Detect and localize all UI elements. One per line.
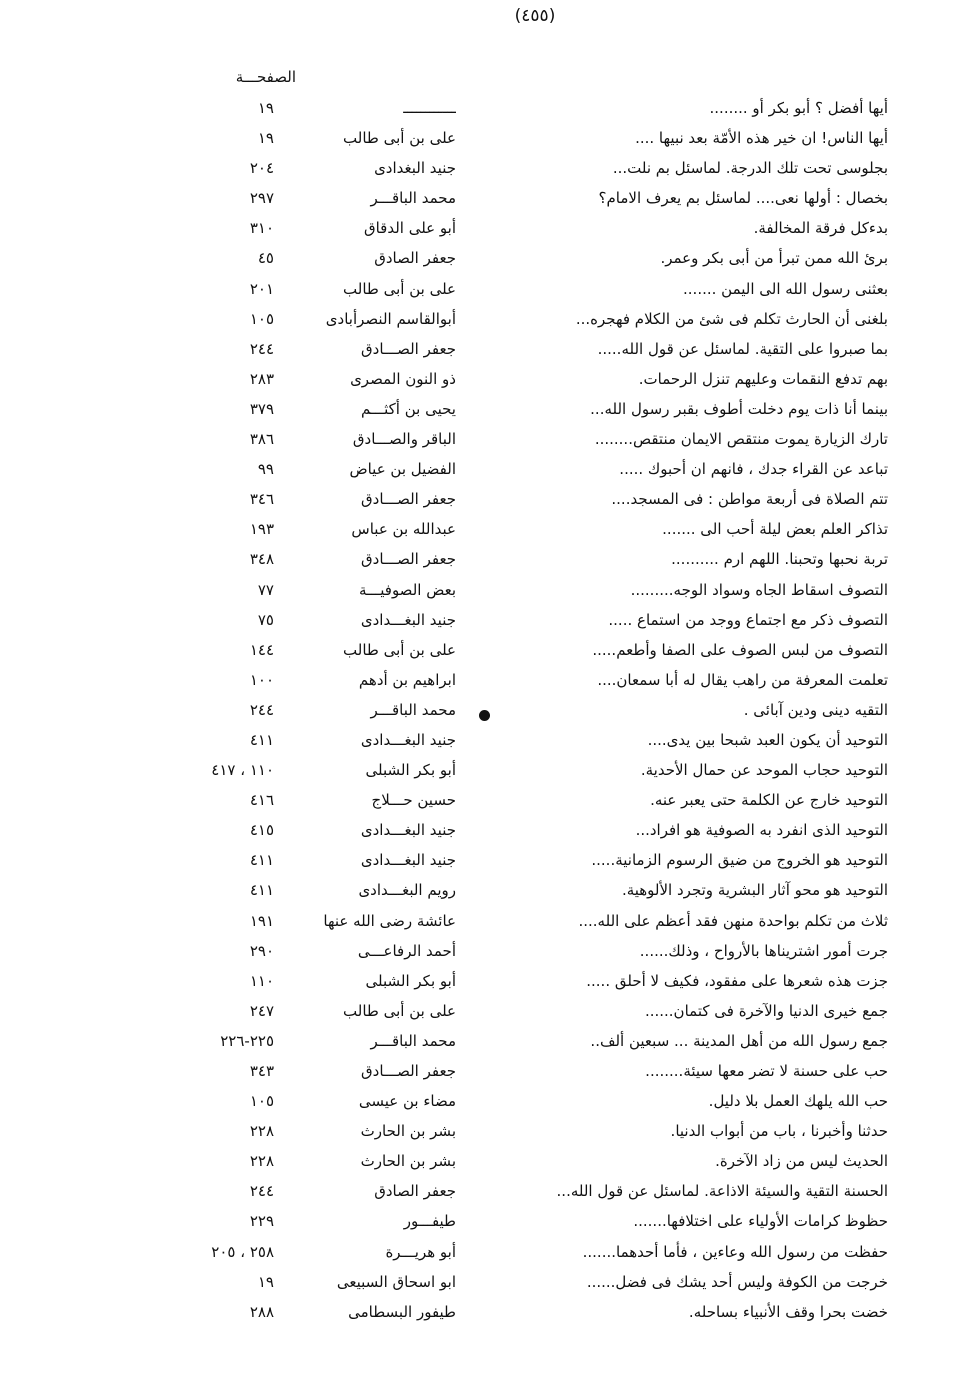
index-row [0, 1206, 954, 1236]
author-name: طيفور البسطامى [348, 1302, 456, 1321]
author-name: ابراهيم بن أدهم [358, 670, 456, 689]
quote-text: الحديث ليس من زاد الآخرة. [715, 1152, 888, 1171]
quote-text: بلغنى أن الحارث تكلم فى شئ من الكلام فهجره... [575, 309, 888, 328]
index-row [0, 153, 954, 183]
quote-text: تربة نحبها وتحبنا. اللهم ارم .......... [671, 550, 888, 569]
quote-text: التقيه دينى ودين آبائى . [743, 700, 888, 719]
index-row [0, 394, 954, 424]
index-table [0, 93, 954, 1327]
quote-text: التوحيد الذى انفرد به الصوفية هو افراد... [635, 821, 888, 840]
author-name: أبو بكر الشبلى [365, 971, 456, 990]
author-name: جعفر الصـــادق [361, 550, 456, 569]
quote-text: حدثنا وأخبرنا ، باب من أبواب الدنيا. [670, 1122, 888, 1141]
index-row [0, 725, 954, 755]
page-ref: ٢٨٣ [249, 369, 274, 388]
author-name: على بن أبى طالب [343, 279, 456, 298]
author-name: الباقر والصـــادق [352, 430, 456, 449]
page-ref: ١١٠ [249, 971, 274, 990]
author-name: جعفر الصادق [374, 249, 456, 268]
quote-text: ثلاث من تكلم بواحدة منهن فقد أعظم على الله.... [578, 911, 888, 930]
quote-text: جمع خيرى الدنيا والآخرة فى كتمان...... [644, 1001, 888, 1020]
quote-text: حظوظ كرامات الأولياء على اختلافها....... [633, 1212, 888, 1231]
index-row [0, 1176, 954, 1206]
page-ref: ٢٠٤ [249, 159, 274, 178]
index-row [0, 334, 954, 364]
quote-text: بما صبروا على التقية. لماسئل عن قول الله..... [597, 339, 888, 358]
author-name: محمد الباقـــر [370, 189, 456, 208]
author-name: حسين حـــلاج [371, 791, 456, 810]
quote-text: التوحيد خارج عن الكلمة حتى يعبر عنه. [650, 791, 888, 810]
page-ref: ٧٥ [257, 610, 274, 629]
index-row [0, 424, 954, 454]
page-ref: ٢٢٩ [249, 1212, 274, 1231]
page-ref: ٢٢٨ [249, 1152, 274, 1171]
author-name: جعفر الصـــادق [361, 339, 456, 358]
page-ref: ٩٩ [257, 460, 274, 479]
page-ref: ٢٤٧ [249, 1001, 274, 1020]
index-row [0, 906, 954, 936]
quote-text: أيها الناس! ان خير هذه الأمّة بعد نبيها .... [635, 129, 888, 148]
page-ref: ٢٤٤ [249, 1182, 274, 1201]
quote-text: خرجت من الكوفة وليس أحد يشك فى فضل...... [586, 1272, 888, 1291]
index-row [0, 755, 954, 785]
index-row [0, 996, 954, 1026]
page-ref: ٢٩٧ [249, 189, 274, 208]
page-ref: ١٠٥ [249, 1092, 274, 1111]
index-row [0, 1026, 954, 1056]
page-ref: ٣٤٣ [249, 1062, 274, 1080]
author-name: جنيد البغـــدادى [360, 851, 456, 870]
index-row [0, 123, 954, 153]
quote-text: الحسنة التقية والسيئة الاذاعة. لماسئل عن قول الله... [556, 1182, 888, 1201]
index-row [0, 544, 954, 574]
page-ref: ١٠٥ [249, 309, 274, 328]
author-name: عائشة رضى الله عنها [323, 911, 456, 930]
author-name: محمد الباقـــر [370, 1031, 456, 1050]
index-row [0, 514, 954, 544]
page-ref: ٣٨٦ [249, 430, 274, 449]
page-ref: ٤١١ [249, 851, 274, 870]
index-row [0, 605, 954, 635]
quote-text: بهم تدفع النقمات وعليهم تنزل الرحمات. [638, 369, 888, 388]
page-ref: ٢٢٥-٢٢٦ [220, 1031, 274, 1050]
index-row [0, 815, 954, 845]
quote-text: تعلمت المعرفة من راهب يقال له أبا سمعان.... [597, 670, 888, 689]
author-name: الفضيل بن عياض [349, 460, 456, 479]
page-ref: ٢٥٨ ، ٢٠٥ [211, 1242, 274, 1261]
quote-text: حب على حسنة لا تضر معها سيئة........ [645, 1062, 888, 1080]
quote-text: تارك الزيارة يموت منتقص الايمان منتقص........ [594, 430, 888, 449]
page-ref: ٤١١ [249, 730, 274, 749]
quote-text: جرت أمور اشتريناها بالأرواح ، وذلك...... [639, 941, 888, 960]
index-row [0, 454, 954, 484]
page-ref: ٤٥ [257, 249, 274, 268]
quote-text: أيها أفضل ؟ أبو بكر أو ........ [709, 99, 888, 117]
index-row [0, 936, 954, 966]
page-ref: ١١٠ ، ٤١٧ [211, 761, 274, 780]
author-name: ابو اسحاق السبيعى [336, 1272, 456, 1291]
page-ref: ١٩ [257, 99, 274, 117]
index-row [0, 1116, 954, 1146]
index-row [0, 575, 954, 605]
quote-text: بخصال : أولها نعى.... لماسئل بم يعرف الامام؟ [598, 189, 888, 208]
quote-text: تذاكر العلم بعض ليلة أحب الى ....... [662, 520, 888, 539]
index-row [0, 364, 954, 394]
page-column-header: الصفحـــة [235, 68, 296, 86]
page-ref: ١٩ [257, 1272, 274, 1291]
index-row [0, 93, 954, 123]
page-ref: ٣٧٩ [249, 399, 274, 418]
index-row [0, 966, 954, 996]
author-name: مضاء بن عيسى [358, 1092, 456, 1111]
quote-text: التوحيد أن يكون العبد شبحا بين يدى.... [647, 730, 888, 749]
page-ref: ٣٤٨ [249, 550, 274, 569]
quote-text: برئ الله ممن تبرأ من أبى بكر وعمر. [660, 249, 888, 268]
quote-text: التوحيد حجاب الموحد عن حمال الأحدية. [640, 761, 888, 780]
author-name: أبو بكر الشبلى [365, 761, 456, 780]
author-name: على بن أبى طالب [343, 1001, 456, 1020]
quote-text: حب الله يلهك العمل بلا دليل. [708, 1092, 888, 1111]
author-name: عبدالله بن عباس [351, 520, 456, 539]
quote-text: بينما أنا ذات يوم دخلت أطوف بقبر رسول الله... [590, 399, 888, 418]
index-row [0, 695, 954, 725]
author-name: جنيد البغدادى [374, 159, 456, 178]
author-name: بعض الصوفيـــة [359, 580, 456, 599]
index-row [0, 875, 954, 905]
index-row [0, 484, 954, 514]
quote-text: جمع رسول الله من أهل المدينة ... سبعين ألف.. [590, 1031, 888, 1050]
page-ref: ١٠٠ [249, 670, 274, 689]
author-name: أبو على الدقاق [363, 219, 456, 238]
index-row [0, 183, 954, 213]
quote-text: التصوف من لبس الصوف على الصفا وأطعم..... [592, 640, 888, 659]
page-ref: ٣٤٦ [249, 490, 274, 509]
author-name: محمد الباقـــر [370, 700, 456, 719]
index-row [0, 243, 954, 273]
author-name: جعفر الصـــادق [361, 490, 456, 509]
quote-text: بعثنى رسول الله الى اليمن ....... [683, 279, 888, 298]
index-row [0, 1146, 954, 1176]
page-ref: ٢٠١ [249, 279, 274, 298]
author-name: طيفـــور [403, 1212, 456, 1231]
quote-text: التوحيد هو الخروج من ضيق الرسوم الزمانية..... [591, 851, 888, 870]
page-ref: ٣١٠ [249, 219, 274, 238]
quote-text: بدءكل فرقة المخالفة. [753, 219, 888, 238]
quote-text: جزت هذه شعرها على مفقود، فكيف لا أحلق ..... [586, 971, 888, 990]
author-name: ذو النون المصرى [350, 369, 456, 388]
page-ref: ٤١٦ [249, 791, 274, 810]
author-name: بشر بن الحارث [360, 1152, 456, 1171]
page-ref: ٢٤٤ [249, 339, 274, 358]
page-ref: ٢٩٠ [249, 941, 274, 960]
quote-text: بجلوسى تحت تلك الدرجة. لماسئل بم نلت... [612, 159, 888, 178]
index-row [0, 845, 954, 875]
page-ref: ٢٤٤ [249, 700, 274, 719]
quote-text: التصوف اسقاط الجاه وسواد الوجه......... [630, 580, 888, 599]
index-row [0, 665, 954, 695]
page-ref: ١٩ [257, 129, 274, 148]
index-row [0, 1056, 954, 1086]
author-name: يحيى بن أكثـــم [360, 399, 456, 418]
author-name: رويم البغـــدادى [358, 881, 456, 900]
quote-text: تتم الصلاة فى أربعة مواطن : فى المسجد.... [611, 490, 888, 509]
quote-text: تباعد عن القراء جدك ، فانهم ان أحبوك ..... [619, 460, 888, 479]
author-name: أبو هريـــرة [385, 1242, 456, 1261]
index-row [0, 635, 954, 665]
page-ref: ٧٧ [257, 580, 274, 599]
index-row [0, 1086, 954, 1116]
author-name: جعفر الصـــادق [361, 1062, 456, 1080]
page-ref: ٤١١ [249, 881, 274, 900]
index-row [0, 785, 954, 815]
author-name: على بن أبى طالب [343, 129, 456, 148]
page-ref: ٤١٥ [249, 821, 274, 840]
quote-text: خضت بحرا وقف الأنبياء بساحله. [688, 1302, 888, 1321]
author-name: بشر بن الحارث [360, 1122, 456, 1141]
author-name: جنيد البغـــدادى [360, 610, 456, 629]
index-row [0, 213, 954, 243]
index-row [0, 1297, 954, 1327]
author-name: أحمد الرفاعـــى [357, 941, 456, 960]
page-ref: ٢٨٨ [249, 1302, 274, 1321]
index-row [0, 274, 954, 304]
quote-text: حفظت من رسول الله وعاءين ، فأما أحدهما....... [582, 1242, 888, 1261]
author-name: جنيد البغـــدادى [360, 730, 456, 749]
author-name: جنيد البغـــدادى [360, 821, 456, 840]
author-name: على بن أبى طالب [343, 640, 456, 659]
author-name: ــــــــــــ [403, 99, 456, 117]
page-ref: ١٤٤ [249, 640, 274, 659]
page-ref: ٢٢٨ [249, 1122, 274, 1141]
quote-text: التوحيد هو محو آثار البشرية وتجرد الألوهية. [621, 881, 888, 900]
index-row [0, 1267, 954, 1297]
quote-text: التصوف ذكر مع اجتماع ووجد من استماع ..... [608, 610, 888, 629]
author-name: جعفر الصادق [374, 1182, 456, 1201]
index-row [0, 1237, 954, 1267]
page-number: (٤٥٥) [514, 6, 556, 26]
author-name: أبوالقاسم النصرأبادى [325, 309, 456, 328]
page-ref: ١٩١ [249, 911, 274, 930]
page-ref: ١٩٣ [249, 520, 274, 539]
index-row [0, 304, 954, 334]
